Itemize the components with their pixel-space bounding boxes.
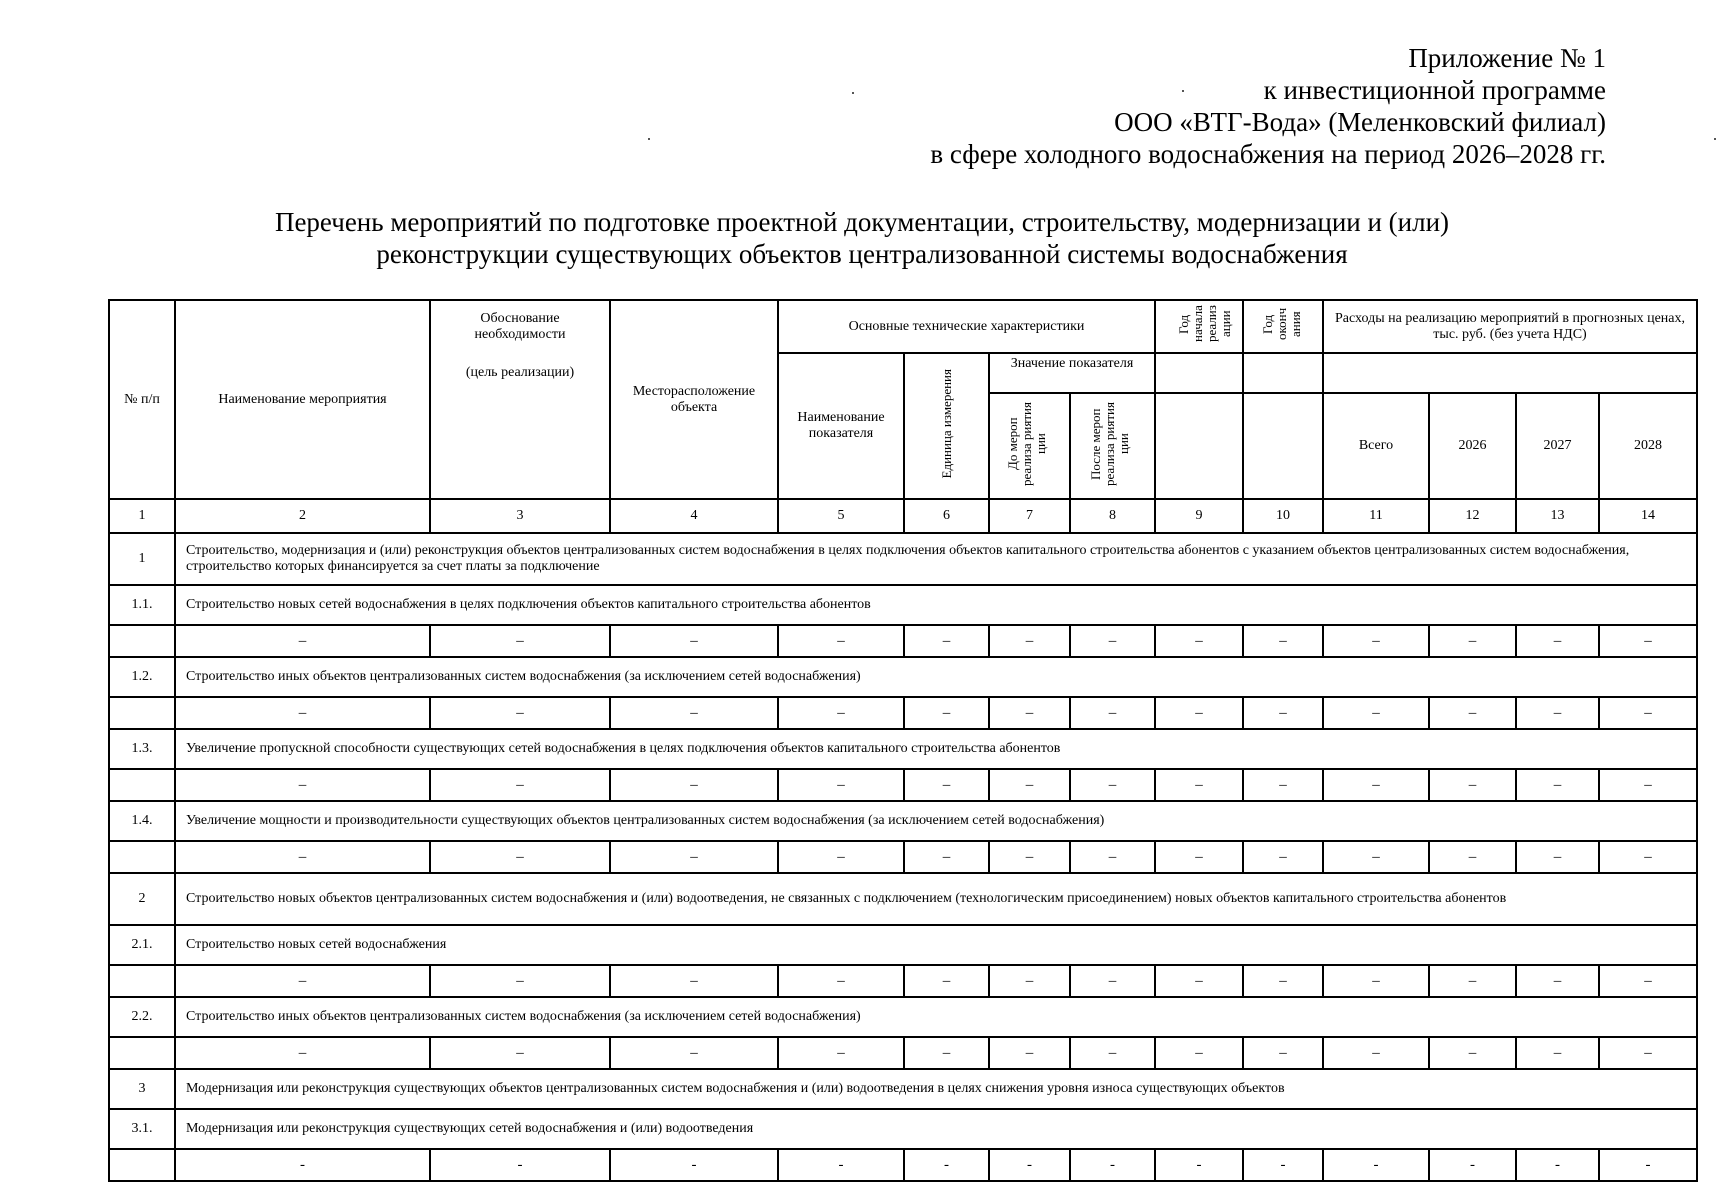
dash-cell: - bbox=[1323, 1149, 1429, 1181]
dash-cell: – bbox=[778, 841, 904, 873]
scan-speck bbox=[852, 92, 854, 94]
dash-cell: - bbox=[610, 1149, 778, 1181]
dash-cell: – bbox=[175, 769, 430, 801]
column-number: 7 bbox=[989, 499, 1070, 533]
dash-cell: – bbox=[175, 965, 430, 997]
dash-cell: - bbox=[904, 1149, 989, 1181]
section-title: Строительство новых сетей водоснабжения bbox=[175, 925, 1697, 965]
header-unit: Единица измерения bbox=[904, 353, 989, 499]
dash-cell: – bbox=[904, 769, 989, 801]
dash-cell: – bbox=[1070, 1037, 1155, 1069]
dash-cell: – bbox=[1599, 625, 1697, 657]
dash-cell: – bbox=[430, 697, 610, 729]
section-number: 1.3. bbox=[109, 729, 175, 769]
header-tech: Основные технические характеристики bbox=[778, 300, 1155, 353]
data-row bbox=[109, 1149, 1697, 1181]
column-number: 12 bbox=[1429, 499, 1516, 533]
dash-cell: – bbox=[1599, 1037, 1697, 1069]
dash-cell: – bbox=[989, 1037, 1070, 1069]
column-number: 8 bbox=[1070, 499, 1155, 533]
dash-cell: – bbox=[610, 697, 778, 729]
column-number: 3 bbox=[430, 499, 610, 533]
dash-cell: – bbox=[1323, 841, 1429, 873]
subsection-row bbox=[109, 657, 1697, 697]
column-number: 9 bbox=[1155, 499, 1243, 533]
header-blank-10b bbox=[1243, 393, 1323, 499]
dash-cell: – bbox=[430, 769, 610, 801]
header-blank-9b bbox=[1155, 393, 1243, 499]
section-number: 3 bbox=[109, 1069, 175, 1109]
title-line-2: реконструкции существующих объектов централизованной системы водоснабжения bbox=[376, 239, 1348, 269]
dash-cell: – bbox=[1429, 1037, 1516, 1069]
section-title: Строительство новых объектов централизованных систем водоснабжения и (или) водоотведения, не связанных с подключением (технологическим присоединением) новых объектов капитального строительства абонентов bbox=[175, 873, 1697, 925]
column-number: 11 bbox=[1323, 499, 1429, 533]
dash-cell: – bbox=[1516, 625, 1599, 657]
section-title: Строительство, модернизация и (или) реконструкция объектов централизованных систем водоснабжения в целях подключения объектов капитального строительства абонентов с указанием объектов централизованных систем водоснабжения, строительство которых финансируется за счет платы за подключение bbox=[175, 533, 1697, 585]
appendix-line-2: к инвестиционной программе bbox=[1263, 75, 1606, 105]
dash-cell: – bbox=[1599, 965, 1697, 997]
subsection-row bbox=[109, 1109, 1697, 1149]
dash-cell: – bbox=[1323, 697, 1429, 729]
header-justification-1: Обоснование необходимости bbox=[474, 311, 566, 342]
section-number: 2.1. bbox=[109, 925, 175, 965]
dash-cell: – bbox=[1155, 841, 1243, 873]
dash-cell: – bbox=[778, 965, 904, 997]
dash-cell: – bbox=[1429, 769, 1516, 801]
dash-cell: - bbox=[778, 1149, 904, 1181]
section-number: 1.1. bbox=[109, 585, 175, 625]
header-location: Месторасположение объекта bbox=[610, 300, 778, 499]
dash-cell: - bbox=[1155, 1149, 1243, 1181]
section-row bbox=[109, 533, 1697, 585]
dash-cell: – bbox=[1323, 769, 1429, 801]
column-number-row bbox=[109, 499, 1697, 533]
header-indicator-value: Значение показателя bbox=[989, 353, 1155, 393]
dash-cell: – bbox=[430, 625, 610, 657]
column-number: 4 bbox=[610, 499, 778, 533]
section-title: Строительство иных объектов централизованных систем водоснабжения (за исключением сетей водоснабжения) bbox=[175, 997, 1697, 1037]
dash-cell: – bbox=[904, 625, 989, 657]
dash-cell: – bbox=[175, 625, 430, 657]
header-2026: 2026 bbox=[1429, 393, 1516, 499]
column-number: 13 bbox=[1516, 499, 1599, 533]
header-indicator-name: Наименование показателя bbox=[778, 353, 904, 499]
dash-cell: – bbox=[610, 841, 778, 873]
dash-cell: – bbox=[175, 697, 430, 729]
section-title: Модернизация или реконструкция существующих сетей водоснабжения и (или) водоотведения bbox=[175, 1109, 1697, 1149]
dash-cell: – bbox=[1599, 841, 1697, 873]
dash-cell: – bbox=[1243, 769, 1323, 801]
header-2027: 2027 bbox=[1516, 393, 1599, 499]
dash-cell: – bbox=[1070, 841, 1155, 873]
dash-cell: – bbox=[778, 1037, 904, 1069]
dash-cell: – bbox=[1070, 697, 1155, 729]
dash-cell: – bbox=[1155, 625, 1243, 657]
section-row bbox=[109, 1069, 1697, 1109]
dash-cell: - bbox=[1243, 1149, 1323, 1181]
dash-cell: – bbox=[989, 965, 1070, 997]
dash-cell: – bbox=[989, 769, 1070, 801]
dash-cell: – bbox=[1429, 965, 1516, 997]
scan-speck bbox=[1714, 138, 1716, 140]
data-row bbox=[109, 841, 1697, 873]
dash-cell: – bbox=[1599, 769, 1697, 801]
appendix-line-3: ООО «ВТГ-Вода» (Меленковский филиал) bbox=[1114, 107, 1606, 137]
section-number: 1.4. bbox=[109, 801, 175, 841]
header-justification bbox=[430, 300, 610, 499]
header-num: № п/п bbox=[109, 300, 175, 499]
dash-cell: – bbox=[1429, 625, 1516, 657]
data-row bbox=[109, 1037, 1697, 1069]
dash-cell: – bbox=[1323, 965, 1429, 997]
dash-cell: – bbox=[1323, 625, 1429, 657]
section-number: 3.1. bbox=[109, 1109, 175, 1149]
subsection-row bbox=[109, 585, 1697, 625]
section-title: Строительство иных объектов централизованных систем водоснабжения (за исключением сетей водоснабжения) bbox=[175, 657, 1697, 697]
section-title: Увеличение пропускной способности существующих сетей водоснабжения в целях подключения объектов капитального строительства абонентов bbox=[175, 729, 1697, 769]
dash-cell: - bbox=[430, 1149, 610, 1181]
scan-speck bbox=[648, 138, 650, 140]
section-number: 1 bbox=[109, 533, 175, 585]
header-justification-2: (цель реализации) bbox=[465, 365, 575, 380]
dash-cell: – bbox=[1243, 697, 1323, 729]
header-year-start: Год начала реализ ации bbox=[1155, 300, 1243, 353]
dash-cell: – bbox=[610, 1037, 778, 1069]
dash-cell: – bbox=[1243, 965, 1323, 997]
dash-cell: – bbox=[1516, 965, 1599, 997]
header-2028: 2028 bbox=[1599, 393, 1697, 499]
dash-cell: – bbox=[1243, 841, 1323, 873]
dash-cell: – bbox=[1516, 697, 1599, 729]
section-row bbox=[109, 873, 1697, 925]
header-costs: Расходы на реализацию мероприятий в прогнозных ценах, тыс. руб. (без учета НДС) bbox=[1323, 300, 1697, 353]
dash-cell: – bbox=[1243, 625, 1323, 657]
section-title: Строительство новых сетей водоснабжения в целях подключения объектов капитального строительства абонентов bbox=[175, 585, 1697, 625]
dash-cell: – bbox=[989, 625, 1070, 657]
empty-cell bbox=[109, 1037, 175, 1069]
data-row bbox=[109, 625, 1697, 657]
subsection-row bbox=[109, 729, 1697, 769]
subsection-row bbox=[109, 925, 1697, 965]
header-row-1 bbox=[109, 300, 1697, 353]
measures-table bbox=[108, 299, 1698, 1182]
dash-cell: – bbox=[778, 697, 904, 729]
dash-cell: - bbox=[989, 1149, 1070, 1181]
dash-cell: - bbox=[1599, 1149, 1697, 1181]
dash-cell: – bbox=[1155, 1037, 1243, 1069]
dash-cell: – bbox=[1155, 697, 1243, 729]
header-before: До мероп реализа риятия ции bbox=[989, 393, 1070, 499]
header-after: После мероп реализа риятия ции bbox=[1070, 393, 1155, 499]
dash-cell: – bbox=[1243, 1037, 1323, 1069]
dash-cell: – bbox=[1429, 697, 1516, 729]
dash-cell: - bbox=[175, 1149, 430, 1181]
dash-cell: – bbox=[1070, 625, 1155, 657]
dash-cell: – bbox=[430, 965, 610, 997]
section-number: 2 bbox=[109, 873, 175, 925]
dash-cell: – bbox=[989, 697, 1070, 729]
empty-cell bbox=[109, 965, 175, 997]
dash-cell: – bbox=[610, 965, 778, 997]
data-row bbox=[109, 769, 1697, 801]
empty-cell bbox=[109, 697, 175, 729]
appendix-header bbox=[930, 42, 1606, 170]
scan-speck bbox=[1182, 90, 1184, 92]
section-title: Увеличение мощности и производительности существующих объектов централизованных систем водоснабжения (за исключением сетей водоснабжения) bbox=[175, 801, 1697, 841]
dash-cell: – bbox=[1516, 841, 1599, 873]
subsection-row bbox=[109, 997, 1697, 1037]
data-row bbox=[109, 965, 1697, 997]
dash-cell: – bbox=[1155, 769, 1243, 801]
dash-cell: – bbox=[1070, 769, 1155, 801]
header-total: Всего bbox=[1323, 393, 1429, 499]
dash-cell: – bbox=[1516, 1037, 1599, 1069]
column-number: 5 bbox=[778, 499, 904, 533]
dash-cell: – bbox=[430, 841, 610, 873]
dash-cell: – bbox=[904, 697, 989, 729]
dash-cell: – bbox=[1599, 697, 1697, 729]
dash-cell: – bbox=[430, 1037, 610, 1069]
dash-cell: - bbox=[1070, 1149, 1155, 1181]
dash-cell: – bbox=[904, 841, 989, 873]
dash-cell: – bbox=[989, 841, 1070, 873]
header-blank-9 bbox=[1155, 353, 1243, 393]
empty-cell bbox=[109, 625, 175, 657]
empty-cell bbox=[109, 841, 175, 873]
data-row bbox=[109, 697, 1697, 729]
header-blank-10 bbox=[1243, 353, 1323, 393]
column-number: 6 bbox=[904, 499, 989, 533]
dash-cell: – bbox=[1429, 841, 1516, 873]
appendix-line-4: в сфере холодного водоснабжения на период 2026–2028 гг. bbox=[930, 139, 1606, 169]
dash-cell: – bbox=[610, 625, 778, 657]
dash-cell: – bbox=[175, 1037, 430, 1069]
column-number: 14 bbox=[1599, 499, 1697, 533]
header-name: Наименование мероприятия bbox=[175, 300, 430, 499]
empty-cell bbox=[109, 769, 175, 801]
dash-cell: – bbox=[904, 1037, 989, 1069]
section-title: Модернизация или реконструкция существующих объектов централизованных систем водоснабжения и (или) водоотведения в целях снижения уровня износа существующих объектов bbox=[175, 1069, 1697, 1109]
section-number: 2.2. bbox=[109, 997, 175, 1037]
appendix-line-1: Приложение № 1 bbox=[1408, 43, 1606, 73]
column-number: 1 bbox=[109, 499, 175, 533]
dash-cell: – bbox=[1516, 769, 1599, 801]
document-title bbox=[0, 206, 1724, 270]
dash-cell: - bbox=[1516, 1149, 1599, 1181]
dash-cell: – bbox=[778, 625, 904, 657]
dash-cell: – bbox=[1070, 965, 1155, 997]
dash-cell: – bbox=[904, 965, 989, 997]
header-blank-costs bbox=[1323, 353, 1697, 393]
empty-cell bbox=[109, 1149, 175, 1181]
header-year-end: Год оконч ания bbox=[1243, 300, 1323, 353]
dash-cell: – bbox=[778, 769, 904, 801]
column-number: 10 bbox=[1243, 499, 1323, 533]
dash-cell: – bbox=[175, 841, 430, 873]
dash-cell: – bbox=[1155, 965, 1243, 997]
section-number: 1.2. bbox=[109, 657, 175, 697]
title-line-1: Перечень мероприятий по подготовке проектной документации, строительству, модернизации и (или) bbox=[274, 207, 1450, 237]
subsection-row bbox=[109, 801, 1697, 841]
dash-cell: – bbox=[1323, 1037, 1429, 1069]
column-number: 2 bbox=[175, 499, 430, 533]
dash-cell: - bbox=[1429, 1149, 1516, 1181]
dash-cell: – bbox=[610, 769, 778, 801]
